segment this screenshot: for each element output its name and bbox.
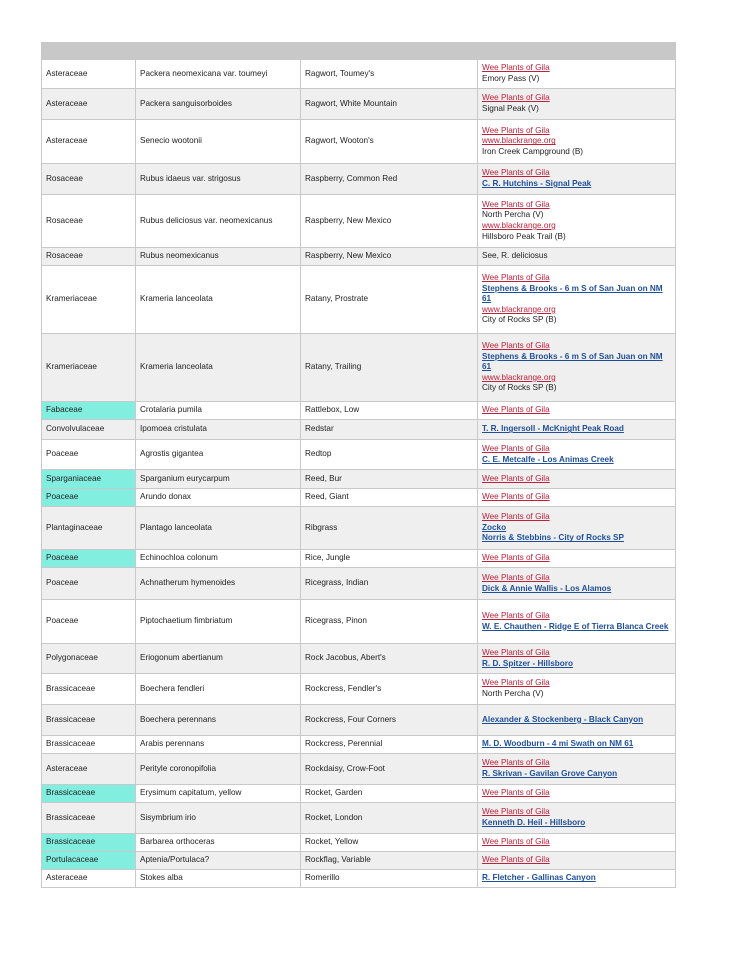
source-link[interactable]: Wee Plants of Gila [482,647,550,657]
source-link[interactable]: Wee Plants of Gila [482,837,550,847]
family-cell: Fabaceae [42,402,136,420]
family-cell: Brassicaceae [42,785,136,803]
table-row [42,507,676,550]
table-row [42,550,676,568]
sources-cell [478,803,676,834]
table-row [42,470,676,489]
source-link[interactable]: www.blackrange.org [482,136,556,146]
source-link[interactable]: Norris & Stebbins - City of Rocks SP [482,533,624,543]
table-row [42,803,676,834]
source-link[interactable]: Wee Plants of Gila [482,273,550,283]
scientific-name-cell: Crotalaria pumila [136,402,301,420]
source-link[interactable]: T. R. Ingersoll - McKnight Peak Road [482,424,624,434]
sources-cell [478,120,676,164]
sources-cell [478,550,676,568]
source-link[interactable]: Wee Plants of Gila [482,492,550,502]
scientific-name-cell: Aptenia/Portulaca? [136,852,301,870]
sources-cell [478,600,676,644]
family-cell: Asteraceae [42,870,136,888]
source-link[interactable]: Wee Plants of Gila [482,572,550,582]
family-cell: Brassicaceae [42,674,136,705]
table-row [42,248,676,266]
sources-cell [478,754,676,785]
common-name-cell: Ricegrass, Pinon [301,600,478,644]
table-row [42,736,676,754]
species-table-page [41,42,675,888]
source-note: Hillsboro Peak Trail (B) [482,231,566,241]
common-name-cell: Romerillo [301,870,478,888]
source-link[interactable]: C. R. Hutchins - Signal Peak [482,179,592,188]
source-link[interactable]: Stephens & Brooks - 6 m S of San Juan on NM 61 [482,283,663,304]
common-name-cell: Rockflag, Variable [301,852,478,870]
scientific-name-cell: Rubus idaeus var. strigosus [136,164,301,195]
source-note: Signal Peak (V) [482,104,539,113]
source-link[interactable]: Zocko [482,522,507,532]
source-link[interactable]: Dick & Annie Wallis - Los Alamos [482,583,612,593]
source-link[interactable]: Wee Plants of Gila [482,341,550,351]
source-link[interactable]: Wee Plants of Gila [482,405,550,415]
source-link[interactable]: Wee Plants of Gila [482,199,550,209]
scientific-name-cell: Krameria lanceolata [136,334,301,402]
source-note: City of Rocks SP (B) [482,315,557,325]
source-link[interactable]: Wee Plants of Gila [482,678,550,688]
common-name-cell: Reed, Bur [301,470,478,489]
source-note: Iron Creek Campground (B) [482,146,584,156]
family-cell: Brassicaceae [42,705,136,736]
common-name-cell: Ragwort, Toumey's [301,60,478,89]
common-name-cell: Redstar [301,420,478,440]
table-row [42,600,676,644]
common-name-cell: Redtop [301,440,478,470]
sources-cell [478,89,676,120]
table-body [42,60,676,888]
common-name-cell: Ricegrass, Indian [301,568,478,600]
common-name-cell: Rocket, London [301,803,478,834]
scientific-name-cell: Perityle coronopifolia [136,754,301,785]
family-cell: Polygonaceae [42,644,136,674]
scientific-name-cell: Rubus neomexicanus [136,248,301,266]
scientific-name-cell: Plantago lanceolata [136,507,301,550]
family-cell: Plantaginaceae [42,507,136,550]
table-row [42,834,676,852]
source-link[interactable]: Wee Plants of Gila [482,610,550,620]
source-link[interactable]: Wee Plants of Gila [482,807,550,817]
family-cell: Poaceae [42,440,136,470]
header-sources [478,43,676,60]
source-link[interactable]: Wee Plants of Gila [482,93,550,103]
common-name-cell: Ragwort, White Mountain [301,89,478,120]
sources-cell [478,736,676,754]
source-link[interactable]: W. E. Chauthen - Ridge E of Tierra Blanca Creek [482,621,669,631]
sources-cell [478,266,676,334]
sources-cell [478,489,676,507]
sources-cell [478,402,676,420]
scientific-name-cell: Arabis perennans [136,736,301,754]
sources-cell [478,674,676,705]
source-link[interactable]: Wee Plants of Gila [482,443,550,453]
table-row [42,266,676,334]
table-row [42,870,676,888]
table-row [42,195,676,248]
common-name-cell: Rockcress, Four Corners [301,705,478,736]
source-link[interactable]: Wee Plants of Gila [482,855,550,865]
family-cell: Brassicaceae [42,834,136,852]
header-common [301,43,478,60]
source-link[interactable]: M. D. Woodburn - 4 mi Swath on NM 61 [482,739,634,749]
common-name-cell: Ribgrass [301,507,478,550]
family-cell: Sparganiaceae [42,470,136,489]
header-family [42,43,136,60]
source-link[interactable]: C. E. Metcalfe - Los Animas Creek [482,454,614,464]
family-cell: Poaceae [42,600,136,644]
source-link[interactable]: Stephens & Brooks - 6 m S of San Juan on NM 61 [482,351,663,372]
scientific-name-cell: Eriogonum abertianum [136,644,301,674]
source-note: North Percha (V) [482,210,544,220]
table-row [42,120,676,164]
common-name-cell: Ratany, Trailing [301,334,478,402]
source-link[interactable]: www.blackrange.org [482,372,556,382]
sources-cell [478,60,676,89]
scientific-name-cell: Senecio wootonii [136,120,301,164]
common-name-cell: Rocket, Yellow [301,834,478,852]
family-cell: Asteraceae [42,89,136,120]
table-row [42,852,676,870]
family-cell: Asteraceae [42,120,136,164]
source-link[interactable]: Wee Plants of Gila [482,473,550,483]
scientific-name-cell: Ipomoea cristulata [136,420,301,440]
header-scientific [136,43,301,60]
common-name-cell: Rockcress, Fendler's [301,674,478,705]
family-cell: Poaceae [42,489,136,507]
source-link[interactable]: Alexander & Stockenberg - Black Canyon [482,714,644,724]
common-name-cell: Ragwort, Wooton's [301,120,478,164]
family-cell: Krameriaceae [42,266,136,334]
common-name-cell: Reed, Giant [301,489,478,507]
scientific-name-cell: Krameria lanceolata [136,266,301,334]
common-name-cell: Rock Jacobus, Abert's [301,644,478,674]
source-note: See, R. deliciosus [482,251,548,261]
scientific-name-cell: Agrostis gigantea [136,440,301,470]
sources-cell [478,785,676,803]
table-row [42,489,676,507]
table-row [42,334,676,402]
common-name-cell: Rocket, Garden [301,785,478,803]
scientific-name-cell: Achnatherum hymenoides [136,568,301,600]
sources-cell [478,420,676,440]
family-cell: Brassicaceae [42,736,136,754]
scientific-name-cell: Echinochloa colonum [136,550,301,568]
sources-cell [478,195,676,248]
species-table [41,42,676,888]
common-name-cell: Rice, Jungle [301,550,478,568]
source-note: City of Rocks SP (B) [482,383,557,393]
source-link[interactable]: R. Fletcher - Gallinas Canyon [482,873,596,883]
table-row [42,60,676,89]
scientific-name-cell: Arundo donax [136,489,301,507]
family-cell: Brassicaceae [42,803,136,834]
family-cell: Rosaceae [42,195,136,248]
family-cell: Asteraceae [42,60,136,89]
table-row [42,164,676,195]
table-row [42,674,676,705]
source-link[interactable]: R. Skrivan - Gavilan Grove Canyon [482,769,618,778]
scientific-name-cell: Rubus deliciosus var. neomexicanus [136,195,301,248]
scientific-name-cell: Piptochaetium fimbriatum [136,600,301,644]
table-row [42,89,676,120]
source-note: North Percha (V) [482,689,544,698]
scientific-name-cell: Boechera fendleri [136,674,301,705]
sources-cell [478,164,676,195]
table-row [42,754,676,785]
sources-cell [478,507,676,550]
source-link[interactable]: Wee Plants of Gila [482,553,550,563]
scientific-name-cell: Sparganium eurycarpum [136,470,301,489]
common-name-cell: Raspberry, New Mexico [301,248,478,266]
sources-cell [478,705,676,736]
common-name-cell: Rockcress, Perennial [301,736,478,754]
sources-cell [478,568,676,600]
source-link[interactable]: Wee Plants of Gila [482,168,550,178]
family-cell: Rosaceae [42,248,136,266]
scientific-name-cell: Boechera perennans [136,705,301,736]
scientific-name-cell: Barbarea orthoceras [136,834,301,852]
sources-cell [478,852,676,870]
table-row [42,440,676,470]
scientific-name-cell: Stokes alba [136,870,301,888]
sources-cell [478,248,676,266]
family-cell: Rosaceae [42,164,136,195]
family-cell: Poaceae [42,568,136,600]
source-link[interactable]: www.blackrange.org [482,304,556,314]
source-note: Emory Pass (V) [482,74,540,83]
scientific-name-cell: Sisymbrium irio [136,803,301,834]
source-link[interactable]: Wee Plants of Gila [482,63,550,73]
common-name-cell: Rattlebox, Low [301,402,478,420]
source-link[interactable]: Wee Plants of Gila [482,512,550,522]
table-row [42,785,676,803]
scientific-name-cell: Packera sanguisorboides [136,89,301,120]
family-cell: Convolvulaceae [42,420,136,440]
table-row [42,420,676,440]
common-name-cell: Raspberry, New Mexico [301,195,478,248]
sources-cell [478,644,676,674]
family-cell: Portulacaceae [42,852,136,870]
scientific-name-cell: Packera neomexicana var. toumeyi [136,60,301,89]
sources-cell [478,334,676,402]
sources-cell [478,834,676,852]
family-cell: Asteraceae [42,754,136,785]
table-row [42,402,676,420]
source-link[interactable]: Wee Plants of Gila [482,758,550,768]
common-name-cell: Ratany, Prostrate [301,266,478,334]
sources-cell [478,870,676,888]
sources-cell [478,440,676,470]
family-cell: Poaceae [42,550,136,568]
common-name-cell: Rockdaisy, Crow-Foot [301,754,478,785]
table-header-row [42,43,676,60]
source-link[interactable]: www.blackrange.org [482,221,556,230]
sources-cell [478,470,676,489]
table-row [42,705,676,736]
scientific-name-cell: Erysimum capitatum, yellow [136,785,301,803]
table-row [42,568,676,600]
source-link[interactable]: Kenneth D. Heil - Hillsboro [482,818,586,827]
source-link[interactable]: Wee Plants of Gila [482,788,550,798]
common-name-cell: Raspberry, Common Red [301,164,478,195]
source-link[interactable]: R. D. Spitzer - Hillsboro [482,658,573,668]
table-row [42,644,676,674]
family-cell: Krameriaceae [42,334,136,402]
source-link[interactable]: Wee Plants of Gila [482,125,550,135]
